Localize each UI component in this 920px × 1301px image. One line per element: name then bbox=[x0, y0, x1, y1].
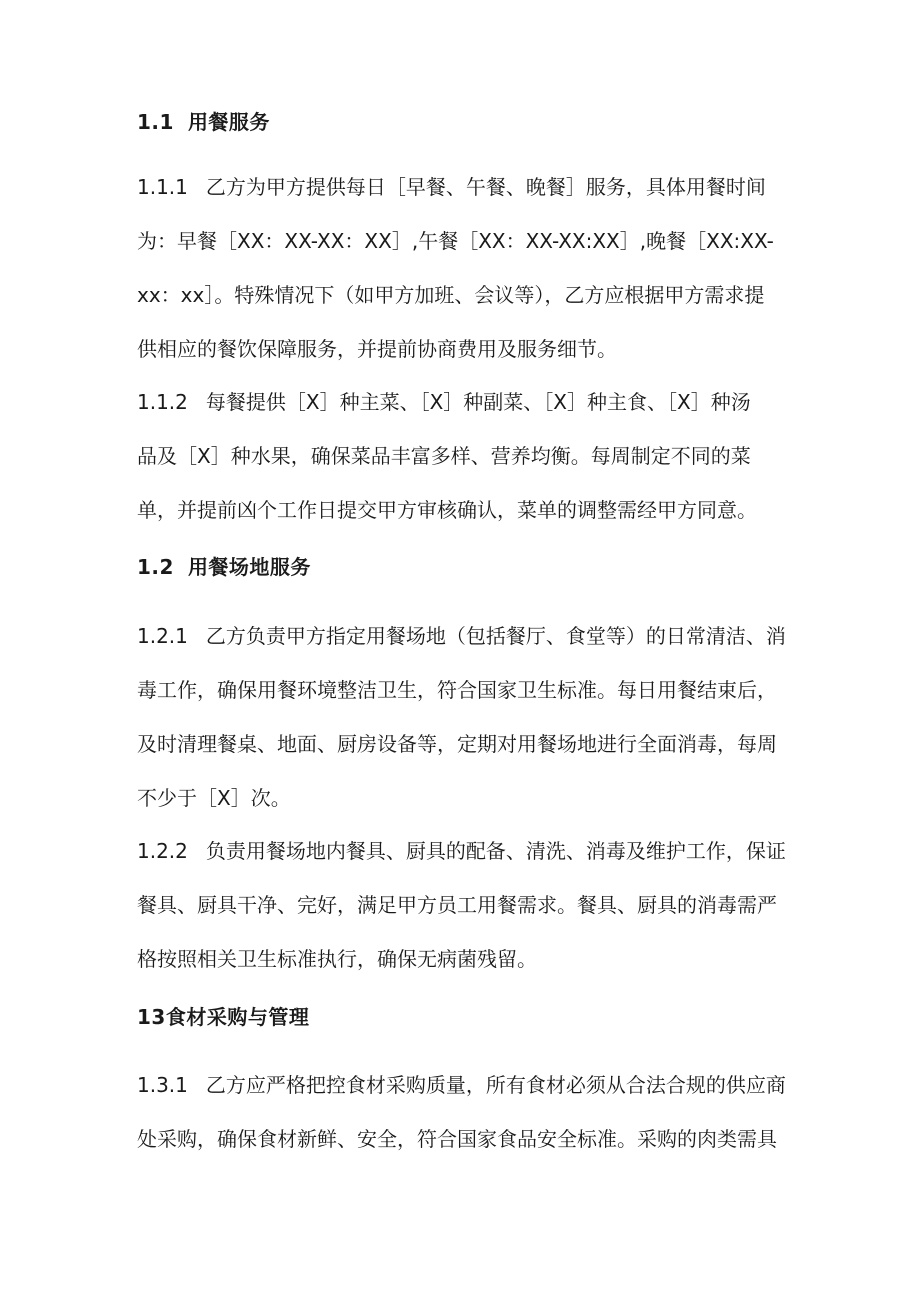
paragraph-1-2-1 bbox=[137, 609, 797, 825]
paragraph-1-3-1 bbox=[137, 1058, 797, 1166]
paragraph-line: 餐具、厨具干净、完好，满足甲方员工用餐需求。餐具、厨具的消毒需严 bbox=[137, 893, 777, 917]
paragraph-line: 1.2.1 乙方负责甲方指定用餐场地（包括餐厅、食堂等）的日常清洁、消 bbox=[137, 624, 786, 648]
paragraph-1-1-1 bbox=[137, 160, 797, 376]
paragraph-1-2-2 bbox=[137, 824, 797, 986]
paragraph-line: 1.1.2 每餐提供［X］种主菜、［X］种副菜、［X］种主食、［X］种汤 bbox=[137, 390, 751, 414]
paragraph-number: 1.2.2 bbox=[137, 839, 188, 863]
section-heading-1-3 bbox=[137, 1003, 309, 1031]
paragraph-line: xx：xx］。特殊情况下（如甲方加班、会议等），乙方应根据甲方需求提 bbox=[137, 283, 765, 307]
paragraph-line: 为：早餐［XX：XX-XX：XX］,午餐［XX：XX-XX:XX］,晚餐［XX:XX- bbox=[137, 229, 774, 253]
section-title: 用餐服务 bbox=[187, 110, 270, 134]
section-heading-1-1 bbox=[137, 108, 270, 136]
section-number: 1.2 bbox=[137, 555, 174, 579]
paragraph-line: 1.3.1 乙方应严格把控食材采购质量，所有食材必须从合法合规的供应商 bbox=[137, 1073, 786, 1097]
section-number: 13 bbox=[137, 1005, 166, 1029]
section-title: 食材采购与管理 bbox=[165, 1005, 310, 1029]
paragraph-line: 格按照相关卫生标准执行，确保无病菌残留。 bbox=[137, 947, 537, 971]
paragraph-number: 1.3.1 bbox=[137, 1073, 188, 1097]
paragraph-number: 1.2.1 bbox=[137, 624, 188, 648]
section-title: 用餐场地服务 bbox=[187, 555, 311, 579]
paragraph-line: 单，并提前凶个工作日提交甲方审核确认，菜单的调整需经甲方同意。 bbox=[137, 498, 757, 522]
section-number: 1.1 bbox=[137, 110, 174, 134]
paragraph-line: 供相应的餐饮保障服务，并提前协商费用及服务细节。 bbox=[137, 337, 617, 361]
paragraph-line: 1.1.1 乙方为甲方提供每日［早餐、午餐、晚餐］服务，具体用餐时间 bbox=[137, 175, 766, 199]
paragraph-line: 1.2.2 负责用餐场地内餐具、厨具的配备、清洗、消毒及维护工作，保证 bbox=[137, 839, 786, 863]
paragraph-line: 不少于［X］次。 bbox=[137, 786, 291, 810]
section-heading-1-2 bbox=[137, 553, 311, 581]
paragraph-1-1-2 bbox=[137, 375, 797, 537]
paragraph-line: 毒工作，确保用餐环境整洁卫生，符合国家卫生标准。每日用餐结束后， bbox=[137, 678, 777, 702]
paragraph-line: 处采购，确保食材新鲜、安全，符合国家食品安全标准。采购的肉类需具 bbox=[137, 1127, 777, 1151]
paragraph-number: 1.1.2 bbox=[137, 390, 188, 414]
paragraph-line: 及时清理餐桌、地面、厨房设备等，定期对用餐场地进行全面消毒，每周 bbox=[137, 732, 777, 756]
paragraph-number: 1.1.1 bbox=[137, 175, 188, 199]
paragraph-line: 品及［X］种水果，确保菜品丰富多样、营养均衡。每周制定不同的菜 bbox=[137, 444, 751, 468]
